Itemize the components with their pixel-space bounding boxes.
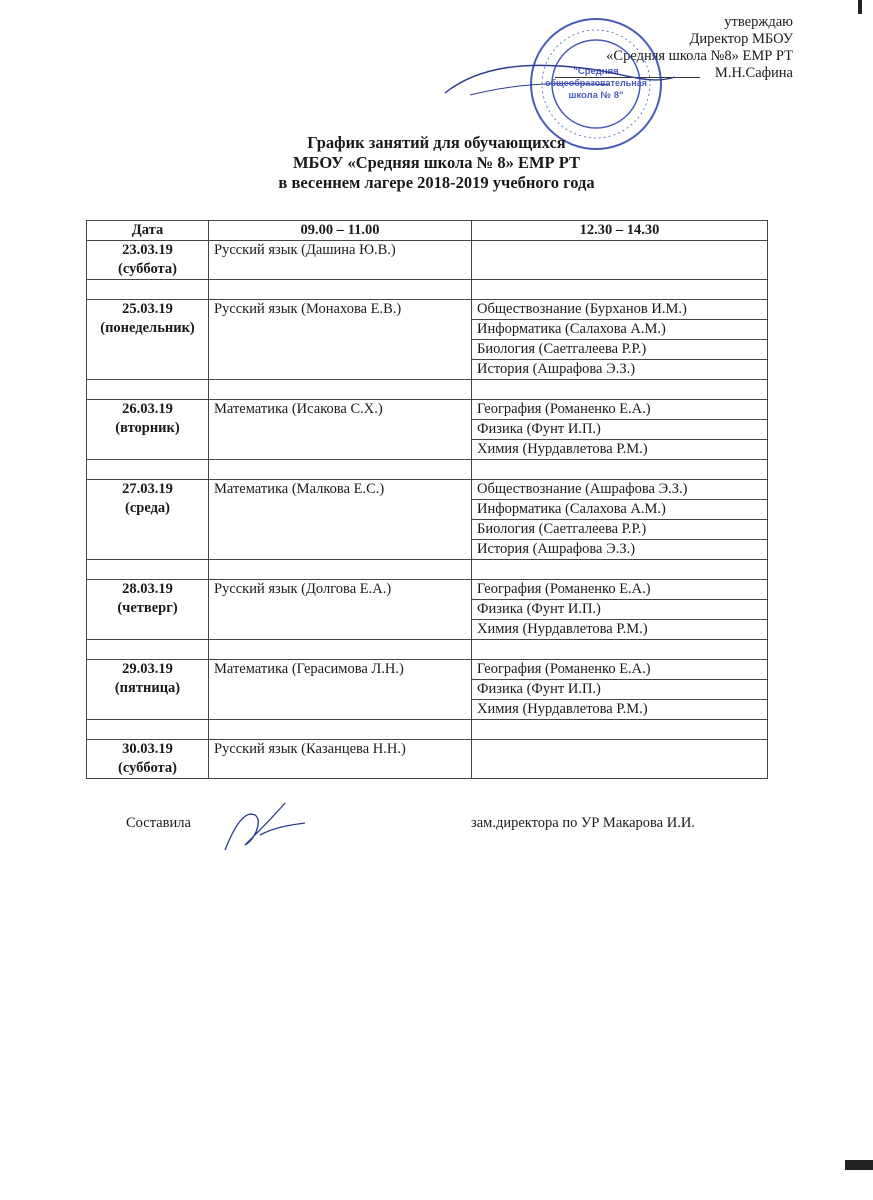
title-line-1: График занятий для обучающихся (307, 133, 566, 152)
afternoon-lesson: Физика (Фунт И.П.) (472, 420, 768, 440)
date: 23.03.19 (122, 242, 173, 258)
date-cell (87, 300, 209, 380)
date-cell (87, 660, 209, 720)
afternoon-lesson: Биология (Саетгалеева Р.Р.) (472, 520, 768, 540)
table-row (87, 660, 768, 680)
date: 27.03.19 (122, 481, 173, 497)
afternoon-lesson: Физика (Фунт И.П.) (472, 680, 768, 700)
date: 30.03.19 (122, 741, 173, 757)
afternoon-lesson: География (Романенко Е.А.) (472, 660, 768, 680)
date-cell (87, 580, 209, 640)
date-cell (87, 480, 209, 560)
spacer-row (87, 560, 768, 580)
weekday: (суббота) (118, 760, 177, 776)
document-title (0, 133, 873, 193)
compiler-signature (215, 795, 310, 860)
afternoon-lesson: Физика (Фунт И.П.) (472, 600, 768, 620)
afternoon-lesson: История (Ашрафова Э.З.) (472, 540, 768, 560)
afternoon-lesson: Химия (Нурдавлетова Р.М.) (472, 440, 768, 460)
school-stamp (528, 16, 664, 152)
morning-lesson: Математика (Герасимова Л.Н.) (209, 660, 472, 720)
morning-lesson: Русский язык (Дашина Ю.В.) (209, 241, 472, 280)
afternoon-lesson: Информатика (Салахова А.М.) (472, 320, 768, 340)
table-row (87, 580, 768, 600)
afternoon-lesson (472, 241, 768, 280)
title-line-3: в весеннем лагере 2018-2019 учебного года (278, 173, 595, 192)
afternoon-lesson: Химия (Нурдавлетова Р.М.) (472, 620, 768, 640)
approval-line-2: Директор МБОУ (689, 31, 793, 47)
afternoon-lesson: География (Романенко Е.А.) (472, 400, 768, 420)
svg-text:общеобразовательная: общеобразовательная (545, 78, 647, 88)
spacer-row (87, 460, 768, 480)
morning-lesson: Математика (Малкова Е.С.) (209, 480, 472, 560)
header-afternoon: 12.30 – 14.30 (472, 221, 768, 241)
afternoon-lesson: Химия (Нурдавлетова Р.М.) (472, 700, 768, 720)
afternoon-lesson: Обществознание (Ашрафова Э.З.) (472, 480, 768, 500)
weekday: (среда) (125, 500, 170, 516)
date-cell (87, 740, 209, 779)
svg-text:школа № 8": школа № 8" (568, 90, 624, 101)
approval-line-4: М.Н.Сафина (714, 65, 793, 81)
table-header-row (87, 221, 768, 241)
approval-line-3: «Средняя школа №8» ЕМР РТ (606, 48, 793, 64)
morning-lesson: Математика (Исакова С.Х.) (209, 400, 472, 460)
header-morning: 09.00 – 11.00 (209, 221, 472, 241)
afternoon-lesson: Биология (Саетгалеева Р.Р.) (472, 340, 768, 360)
date: 26.03.19 (122, 401, 173, 417)
scan-edge-mark (845, 1160, 873, 1170)
afternoon-lesson: История (Ашрафова Э.З.) (472, 360, 768, 380)
weekday: (четверг) (117, 600, 178, 616)
spacer-row (87, 280, 768, 300)
approval-line-1: утверждаю (724, 14, 793, 30)
afternoon-lesson: География (Романенко Е.А.) (472, 580, 768, 600)
header-date: Дата (87, 221, 209, 241)
stamp-center-text: "Средняя (573, 66, 619, 77)
morning-lesson: Русский язык (Казанцева Н.Н.) (209, 740, 472, 779)
weekday: (суббота) (118, 261, 177, 277)
title-line-2: МБОУ «Средняя школа № 8» ЕМР РТ (292, 153, 581, 172)
morning-lesson: Русский язык (Долгова Е.А.) (209, 580, 472, 640)
date-cell (87, 400, 209, 460)
table-row (87, 300, 768, 320)
table-row (87, 480, 768, 500)
schedule-table (86, 220, 768, 779)
date-cell (87, 241, 209, 280)
weekday: (вторник) (115, 420, 180, 436)
morning-lesson: Русский язык (Монахова Е.В.) (209, 300, 472, 380)
spacer-row (87, 720, 768, 740)
afternoon-lesson (472, 740, 768, 779)
date: 28.03.19 (122, 581, 173, 597)
table-row (87, 400, 768, 420)
scan-edge-mark (858, 0, 862, 14)
spacer-row (87, 640, 768, 660)
weekday: (пятница) (114, 680, 181, 696)
weekday: (понедельник) (100, 320, 195, 336)
spacer-row (87, 380, 768, 400)
date: 25.03.19 (122, 301, 173, 317)
afternoon-lesson: Информатика (Салахова А.М.) (472, 500, 768, 520)
afternoon-lesson: Обществознание (Бурханов И.М.) (472, 300, 768, 320)
compiled-by-label: Составила (126, 815, 191, 831)
date: 29.03.19 (122, 661, 173, 677)
compiled-by-name: зам.директора по УР Макарова И.И. (471, 815, 695, 831)
